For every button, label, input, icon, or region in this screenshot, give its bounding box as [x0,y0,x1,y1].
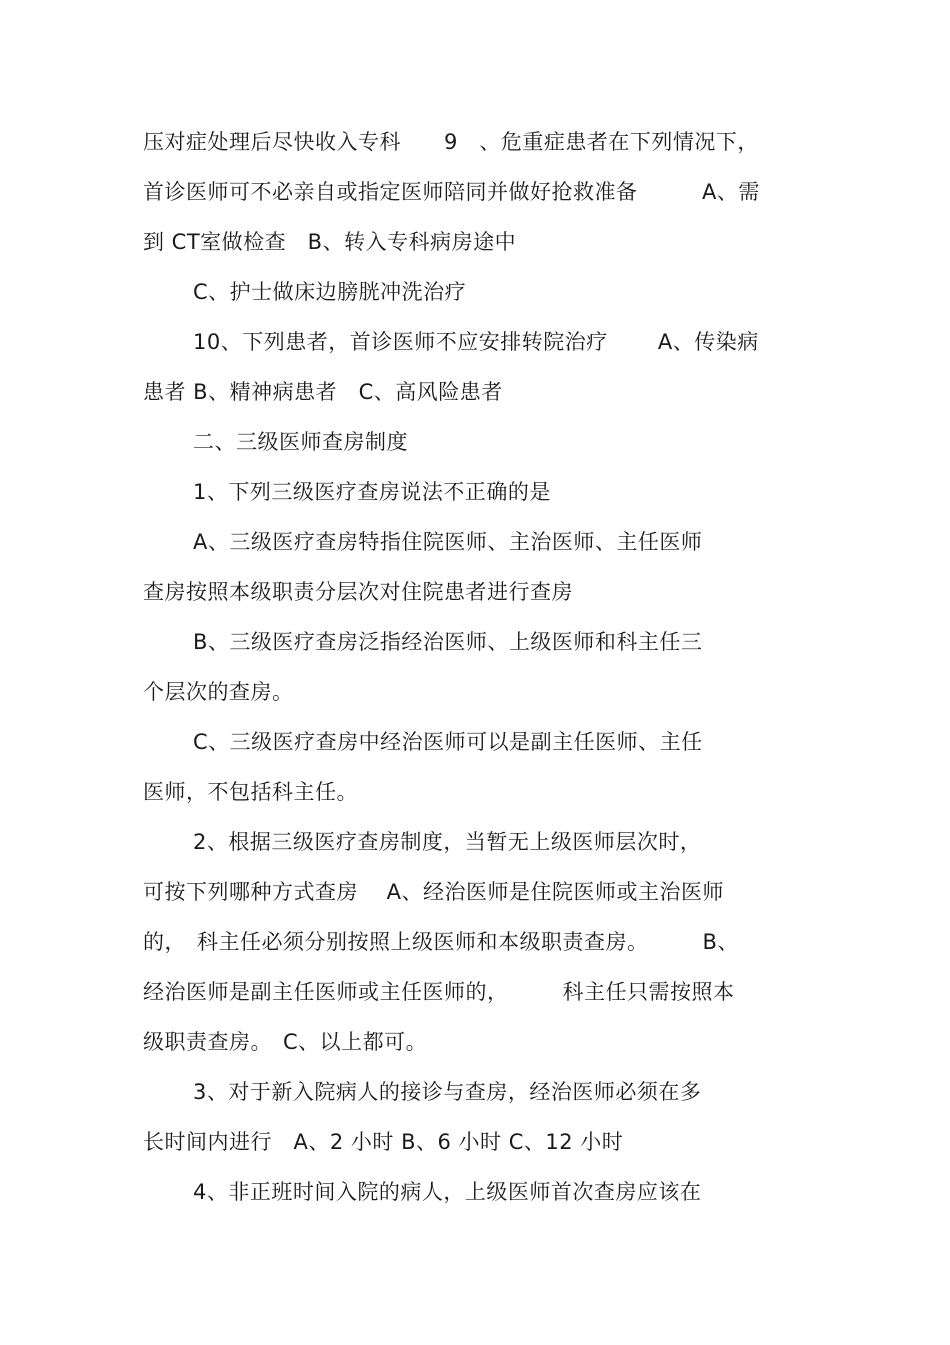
text-line-13: C、三级医疗查房中经治医师可以是副主任医师、主任 [193,730,703,754]
text-line-11: B、三级医疗查房泛指经治医师、上级医师和科主任三 [193,630,703,654]
text-line-20: 3、对于新入院病人的接诊与查房，经治医师必须在多 [193,1080,702,1104]
text-line-22: 4、非正班时间入院的病人，上级医师首次查房应该在 [193,1180,702,1204]
text-line-2: 首诊医师可不必亲自或指定医师陪同并做好抢救准备 A、需 [143,180,760,204]
text-line-3: 到 CT室做检查 B、转入专科病房途中 [143,230,517,254]
text-line-14: 医师，不包括科主任。 [143,780,358,804]
text-line-17: 的， 科主任必须分别按照上级医师和本级职责查房。 B、 [143,930,739,954]
text-line-5: 10、下列患者，首诊医师不应安排转院治疗 A、传染病 [193,330,759,354]
text-line-1: 压对症处理后尽快收入专科 9 、危重症患者在下列情况下， [143,130,759,154]
text-line-16: 可按下列哪种方式查房 A、经治医师是住院医师或主治医师 [143,880,725,904]
text-line-6: 患者 B、精神病患者 C、高风险患者 [143,380,503,404]
text-line-9: A、三级医疗查房特指住院医师、主治医师、主任医师 [193,530,703,554]
text-line-4: C、护士做床边膀胱冲洗治疗 [193,280,467,304]
section-heading: 二、三级医师查房制度 [193,430,408,454]
text-line-12: 个层次的查房。 [143,680,294,704]
text-line-21: 长时间内进行 A、2 小时 B、6 小时 C、12 小时 [143,1130,624,1154]
text-line-19: 级职责查房。 C、以上都可。 [143,1030,428,1054]
text-line-10: 查房按照本级职责分层次对住院患者进行查房 [143,580,573,604]
text-line-8: 1、下列三级医疗查房说法不正确的是 [193,480,551,504]
text-line-15: 2、根据三级医疗查房制度，当暂无上级医师层次时， [193,830,702,854]
text-line-18: 经治医师是副主任医师或主任医师的， 科主任只需按照本 [143,980,735,1004]
